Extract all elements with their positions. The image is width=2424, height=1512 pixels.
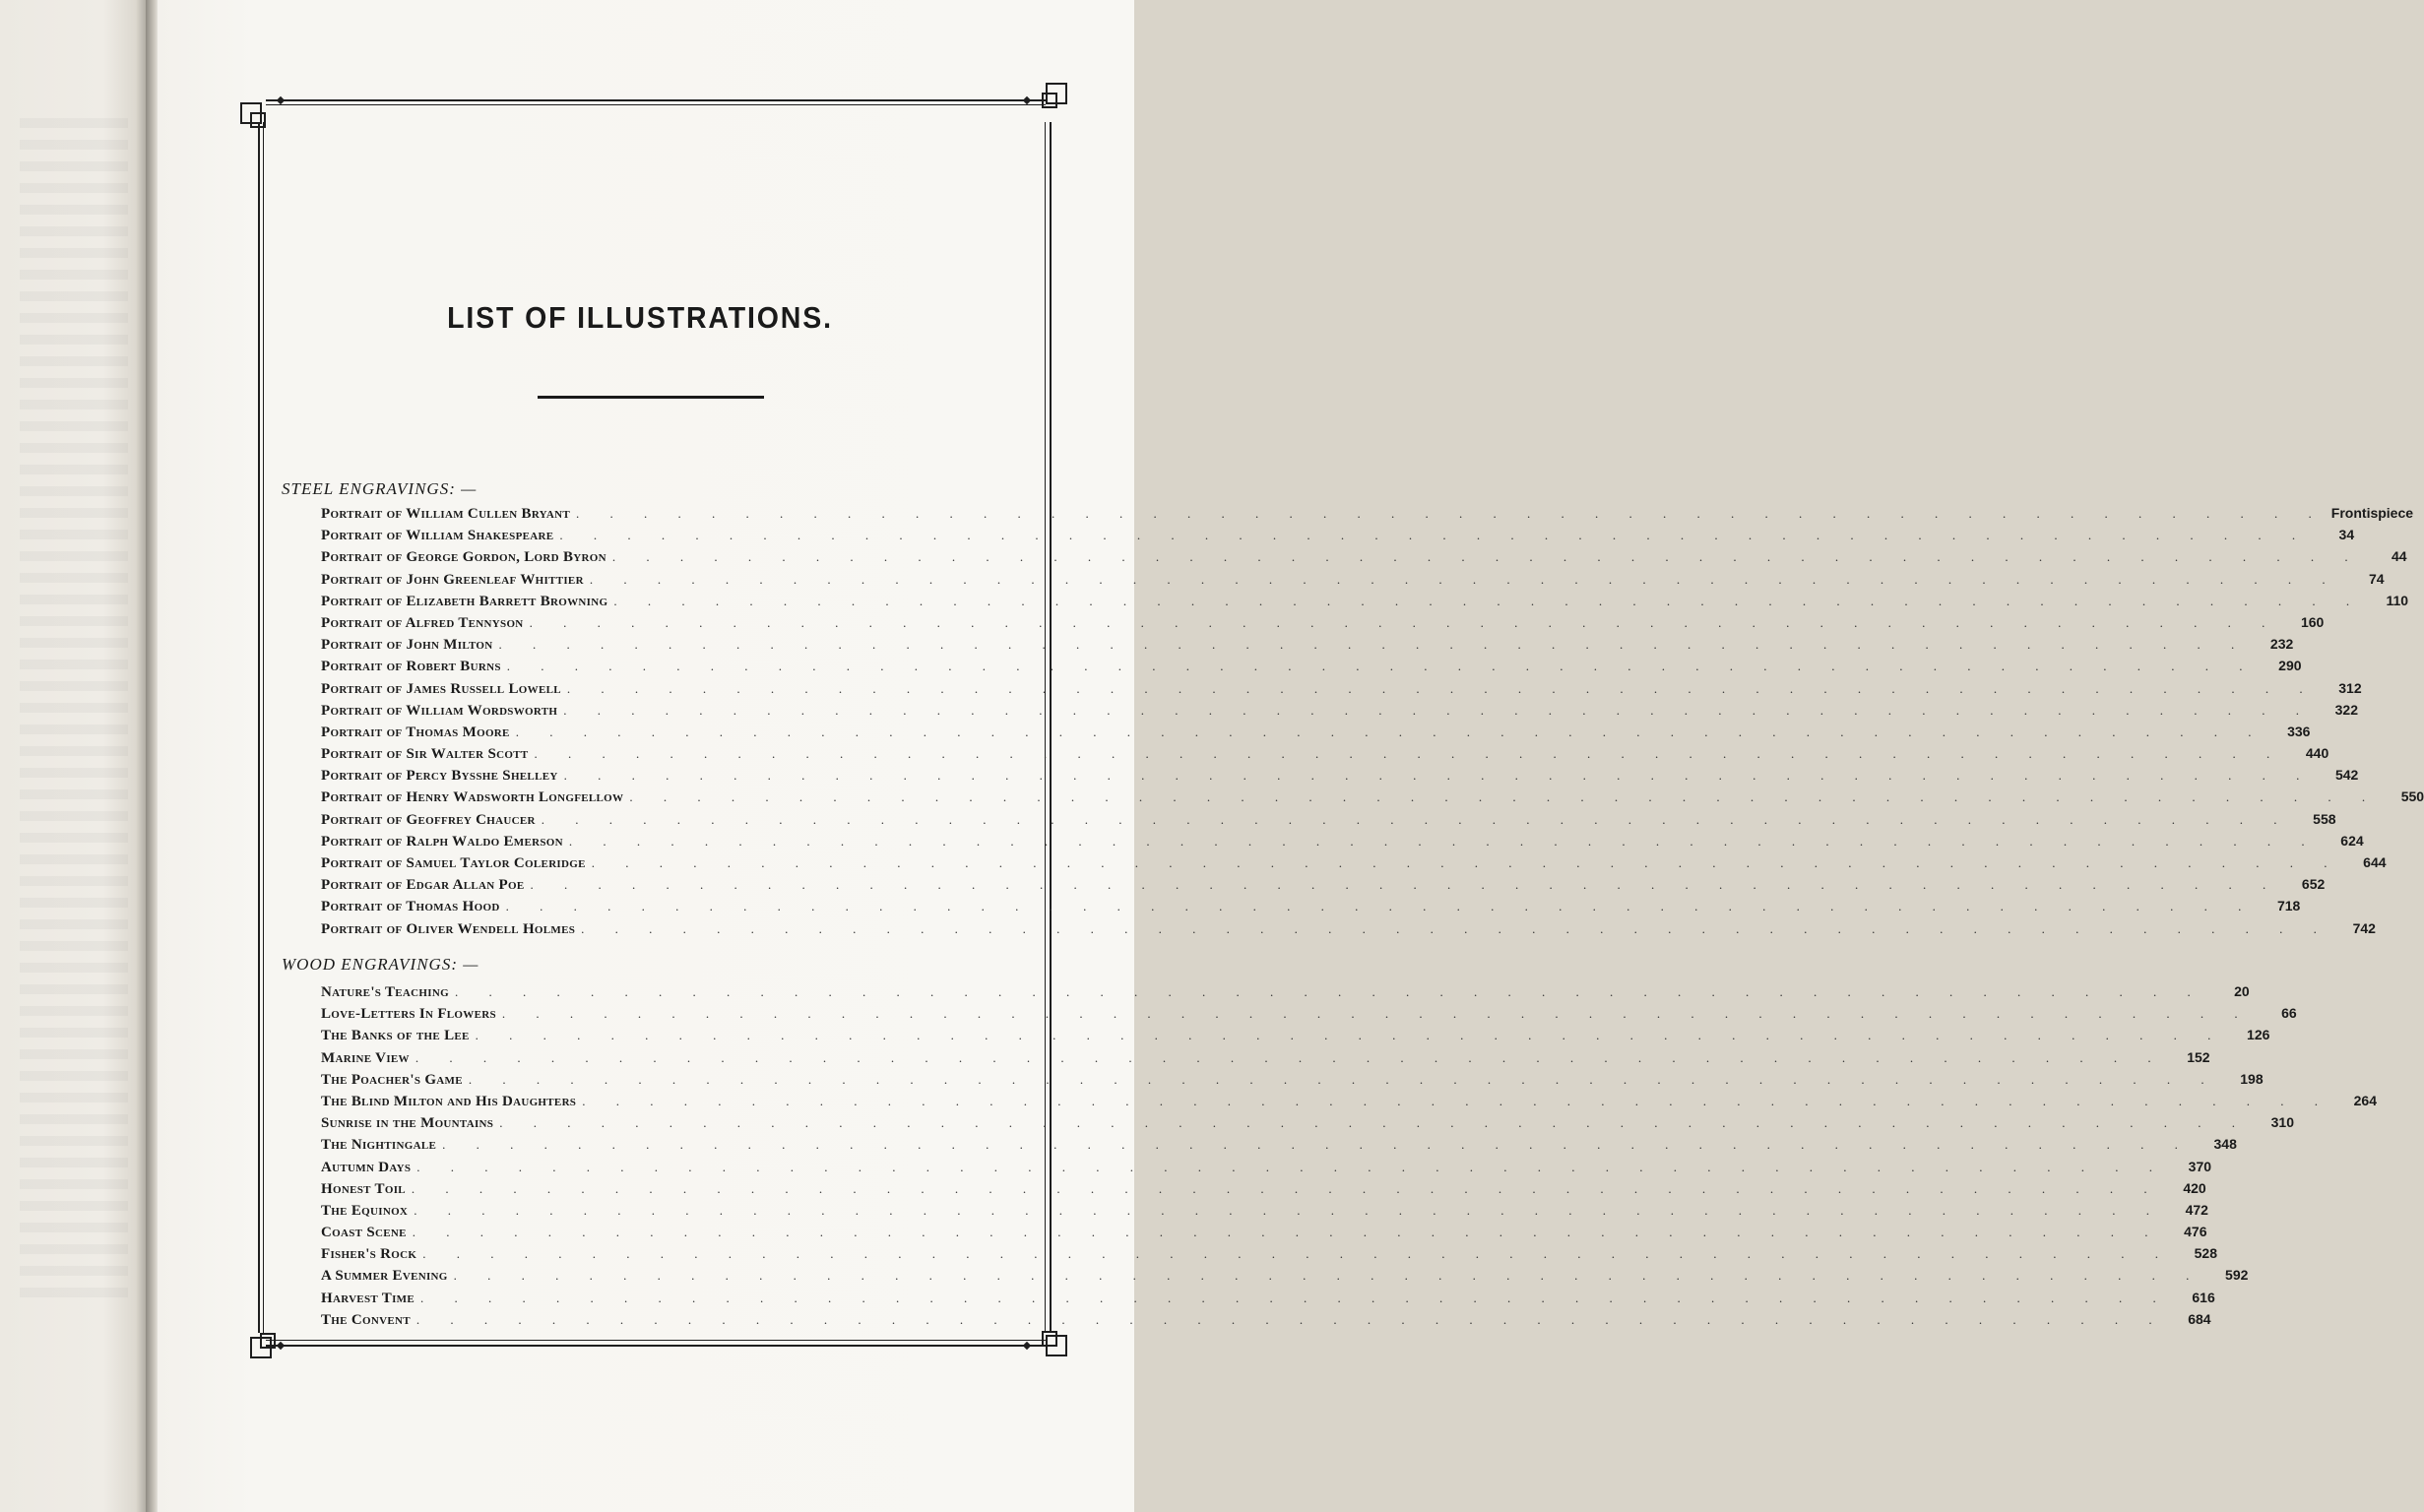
dot-leader: . . . . . . . . . . . . . . . . . . . . . . . . . . . . . . . . . . . . . . . . . . . . . . . . . . . . <box>453 1268 2203 1284</box>
steel-engravings-list <box>321 502 2424 939</box>
dot-leader: . . . . . . . . . . . . . . . . . . . . . . . . . . . . . . . . . . . . . . . . . . . . . . . . . . . . <box>498 637 2249 653</box>
list-item <box>321 786 2424 807</box>
page-number: 74 <box>2369 570 2385 587</box>
page-number: 20 <box>2234 983 2250 999</box>
page-number: 110 <box>2386 592 2409 608</box>
illustration-title: The Banks of the Lee <box>321 1028 470 1044</box>
list-item <box>321 742 2329 764</box>
wood-engravings-list <box>321 980 2377 1330</box>
list-item <box>321 1221 2207 1242</box>
page-number: 652 <box>2301 876 2326 893</box>
frame-corner-ornament <box>1046 83 1067 104</box>
list-item <box>321 895 2301 916</box>
page-number: 290 <box>2278 658 2302 674</box>
illustration-title: Fisher's Rock <box>321 1246 417 1263</box>
list-item <box>321 655 2302 676</box>
page-number: 34 <box>2338 527 2355 543</box>
illustration-title: Portrait of Ralph Waldo Emerson <box>321 833 563 850</box>
section-heading-steel: STEEL ENGRAVINGS: — <box>282 479 478 498</box>
list-item <box>321 1002 2297 1024</box>
list-item <box>321 1242 2217 1264</box>
frame-bottom <box>266 1345 1046 1347</box>
page-number: 592 <box>2225 1267 2249 1284</box>
frame-corner-ornament <box>1046 1335 1067 1356</box>
list-item <box>321 830 2364 851</box>
title-rule <box>538 396 764 399</box>
dot-leader: . . . . . . . . . . . . . . . . . . . . . . . . . . . . . . . . . . . . . . . . . . . . . . . . . . . . <box>506 659 2257 674</box>
illustration-title: Portrait of William Cullen Bryant <box>321 506 571 522</box>
list-item <box>321 545 2407 567</box>
dot-leader: . . . . . . . . . . . . . . . . . . . . . . . . . . . . . . . . . . . . . . . . . . . . . . . . . . . . <box>563 768 2314 784</box>
dot-leader: . . . . . . . . . . . . . . . . . . . . . . . . . . . . . . . . . . . . . . . . . . . . . . . . . . . . <box>515 724 2265 739</box>
list-item <box>321 1308 2211 1330</box>
section-heading-wood: WOOD ENGRAVINGS: — <box>282 955 479 974</box>
page-number: 624 <box>2340 832 2364 849</box>
page-number: 198 <box>2240 1070 2264 1087</box>
illustration-title: Love-Letters In Flowers <box>321 1006 496 1023</box>
illustration-title: The Blind Milton and His Daughters <box>321 1093 577 1109</box>
illustration-title: Portrait of Oliver Wendell Holmes <box>321 920 576 937</box>
dot-leader: . . . . . . . . . . . . . . . . . . . . . . . . . . . . . . . . . . . . . . . . . . . . . . . . . . . . <box>589 571 2339 587</box>
list-item <box>321 1090 2377 1111</box>
illustration-title: Portrait of Robert Burns <box>321 659 501 675</box>
dot-leader: . . . . . . . . . . . . . . . . . . . . . . . . . . . . . . . . . . . . . . . . . . . . . . . . . . . . <box>414 1202 2163 1218</box>
dot-leader: . . . . . . . . . . . . . . . . . . . . . . . . . . . . . . . . . . . . . . . . . . . . . . . . . . . . <box>415 1049 2165 1065</box>
frame-corner-ornament <box>240 102 262 124</box>
dot-leader: . . . . . . . . . . . . . . . . . . . . . . . . . . . . . . . . . . . . . . . . . . . . . . . . . . . . <box>529 614 2279 630</box>
frame-left <box>258 122 260 1333</box>
page-number: Frontispiece <box>2330 505 2414 521</box>
list-item <box>321 1024 2270 1045</box>
illustration-title: Portrait of Percy Bysshe Shelley <box>321 768 558 785</box>
page-number: 476 <box>2184 1224 2207 1240</box>
page-number: 310 <box>2270 1114 2294 1131</box>
page-number: 66 <box>2281 1005 2297 1022</box>
page-number: 644 <box>2363 854 2387 870</box>
dot-leader: . . . . . . . . . . . . . . . . . . . . . . . . . . . . . . . . . . . . . . . . . . . . . . . . . . . . <box>611 549 2362 565</box>
illustration-title: The Convent <box>321 1311 411 1328</box>
illustration-title: Autumn Days <box>321 1159 412 1175</box>
list-item <box>321 917 2376 939</box>
list-item <box>321 851 2387 873</box>
frame-top <box>266 99 1046 101</box>
page-number: 264 <box>2353 1092 2377 1108</box>
page-number: 348 <box>2213 1136 2237 1153</box>
page-number: 472 <box>2185 1201 2208 1218</box>
illustration-title: Harvest Time <box>321 1290 415 1306</box>
page-number: 322 <box>2334 701 2358 718</box>
dot-leader: . . . . . . . . . . . . . . . . . . . . . . . . . . . . . . . . . . . . . . . . . . . . . . . . . . . . <box>530 877 2280 893</box>
list-item <box>321 1199 2208 1221</box>
list-item <box>321 1111 2294 1133</box>
dot-leader: . . . . . . . . . . . . . . . . . . . . . . . . . . . . . . . . . . . . . . . . . . . . . . . . . . . . <box>541 811 2291 827</box>
page-number: 718 <box>2276 898 2301 914</box>
page-number: 542 <box>2334 767 2359 784</box>
frame-top-inner <box>266 104 1046 105</box>
dot-leader: . . . . . . . . . . . . . . . . . . . . . . . . . . . . . . . . . . . . . . . . . . . . . . . . . . . . <box>412 1225 2162 1240</box>
list-item <box>321 1156 2212 1177</box>
dot-leader: . . . . . . . . . . . . . . . . . . . . . . . . . . . . . . . . . . . . . . . . . . . . . . . . . . . . <box>422 1246 2172 1262</box>
illustration-title: Coast Scene <box>321 1225 407 1241</box>
page-title: LIST OF ILLUSTRATIONS. <box>447 300 833 335</box>
frame-bottom-inner <box>266 1340 1046 1341</box>
illustration-title: Portrait of John Milton <box>321 637 493 654</box>
illustration-title: Portrait of Sir Walter Scott <box>321 746 529 763</box>
list-item <box>321 502 2414 524</box>
list-item <box>321 980 2250 1002</box>
page-number: 152 <box>2187 1048 2210 1065</box>
illustration-title: Portrait of Henry Wadsworth Longfellow <box>321 789 624 806</box>
dot-leader: . . . . . . . . . . . . . . . . . . . . . . . . . . . . . . . . . . . . . . . . . . . . . . . . . . . . <box>411 1180 2161 1196</box>
page-number: 370 <box>2188 1158 2212 1174</box>
list-item <box>321 764 2359 786</box>
frame-corner-ornament <box>250 1337 272 1358</box>
dot-leader: . . . . . . . . . . . . . . . . . . . . . . . . . . . . . . . . . . . . . . . . . . . . . . . . . . . . <box>534 746 2284 762</box>
list-item <box>321 633 2294 655</box>
list-item <box>321 1287 2215 1308</box>
illustration-title: Sunrise in the Mountains <box>321 1115 494 1132</box>
illustration-title: Portrait of George Gordon, Lord Byron <box>321 549 606 566</box>
dot-leader: . . . . . . . . . . . . . . . . . . . . . . . . . . . . . . . . . . . . . . . . . . . . . . . . . . . . <box>415 1311 2166 1327</box>
list-item <box>321 1264 2249 1286</box>
page-number: 420 <box>2183 1179 2206 1196</box>
page-number: 528 <box>2194 1245 2217 1262</box>
illustration-title: The Poacher's Game <box>321 1071 463 1088</box>
list-item <box>321 590 2409 611</box>
dot-leader: . . . . . . . . . . . . . . . . . . . . . . . . . . . . . . . . . . . . . . . . . . . . . . . . . . . . <box>442 1137 2192 1153</box>
dot-leader: . . . . . . . . . . . . . . . . . . . . . . . . . . . . . . . . . . . . . . . . . . . . . . . . . . . . <box>563 702 2313 718</box>
dot-leader: . . . . . . . . . . . . . . . . . . . . . . . . . . . . . . . . . . . . . . . . . . . . . . . . . . . . <box>420 1290 2170 1305</box>
illustration-title: Portrait of Geoffrey Chaucer <box>321 811 536 828</box>
illustration-title: A Summer Evening <box>321 1268 448 1285</box>
frame-left-inner <box>263 122 264 1333</box>
dot-leader: . . . . . . . . . . . . . . . . . . . . . . . . . . . . . . . . . . . . . . . . . . . . . . . . . . . . <box>559 528 2310 543</box>
illustration-title: Portrait of Alfred Tennyson <box>321 614 524 631</box>
list-item <box>321 1046 2210 1068</box>
list-item <box>321 568 2385 590</box>
page-number: 312 <box>2338 679 2362 696</box>
illustration-title: The Equinox <box>321 1202 409 1219</box>
page-number: 742 <box>2352 919 2376 936</box>
list-item <box>321 699 2358 721</box>
list-item <box>321 1133 2237 1155</box>
illustration-title: The Nightingale <box>321 1137 437 1154</box>
illustration-title: Portrait of Samuel Taylor Coleridge <box>321 855 586 871</box>
illustration-title: Portrait of Thomas Moore <box>321 724 510 740</box>
dot-leader: . . . . . . . . . . . . . . . . . . . . . . . . . . . . . . . . . . . . . . . . . . . . . . . . . . . . <box>454 984 2204 999</box>
list-item <box>321 1177 2206 1199</box>
page-number: 550 <box>2400 788 2424 805</box>
dot-leader: . . . . . . . . . . . . . . . . . . . . . . . . . . . . . . . . . . . . . . . . . . . . . . . . . . . . <box>499 1115 2249 1131</box>
illustration-title: Portrait of William Shakespeare <box>321 528 554 544</box>
illustration-title: Portrait of John Greenleaf Whittier <box>321 571 584 588</box>
dot-leader: . . . . . . . . . . . . . . . . . . . . . . . . . . . . . . . . . . . . . . . . . . . . . . . . . . . . <box>475 1028 2225 1043</box>
list-item <box>321 524 2355 545</box>
illustration-title: Portrait of Edgar Allan Poe <box>321 877 525 894</box>
list-item <box>321 808 2336 830</box>
page-number: 232 <box>2269 636 2294 653</box>
page-number: 440 <box>2305 745 2329 762</box>
dot-leader: . . . . . . . . . . . . . . . . . . . . . . . . . . . . . . . . . . . . . . . . . . . . . . . . . . . . <box>613 593 2364 608</box>
page-number: 558 <box>2313 810 2336 827</box>
dot-leader: . . . . . . . . . . . . . . . . . . . . . . . . . . . . . . . . . . . . . . . . . . . . . . . . . . . . <box>501 1006 2252 1022</box>
dot-leader: . . . . . . . . . . . . . . . . . . . . . . . . . . . . . . . . . . . . . . . . . . . . . . . . . . . . <box>468 1071 2218 1087</box>
list-item <box>321 677 2362 699</box>
page-number: 684 <box>2188 1310 2211 1327</box>
dot-leader: . . . . . . . . . . . . . . . . . . . . . . . . . . . . . . . . . . . . . . . . . . . . . . . . . . . . <box>568 833 2319 849</box>
illustration-title: Portrait of Thomas Hood <box>321 899 500 915</box>
illustration-title: Portrait of James Russell Lowell <box>321 680 561 697</box>
illustration-title: Portrait of William Wordsworth <box>321 702 558 719</box>
page-number: 160 <box>2300 613 2325 630</box>
dot-leader: . . . . . . . . . . . . . . . . . . . . . . . . . . . . . . . . . . . . . . . . . . . . . . . . . . . . <box>582 1093 2331 1108</box>
illustration-title: Portrait of Elizabeth Barrett Browning <box>321 593 608 609</box>
list-item <box>321 873 2326 895</box>
page-number: 126 <box>2247 1027 2270 1043</box>
dot-leader: . . . . . . . . . . . . . . . . . . . . . . . . . . . . . . . . . . . . . . . . . . . . . . . . . . . . <box>505 899 2256 914</box>
list-item <box>321 721 2311 742</box>
dot-leader: . . . . . . . . . . . . . . . . . . . . . . . . . . . . . . . . . . . . . . . . . . . . . . . . . . . . <box>581 920 2330 936</box>
page-number: 616 <box>2192 1289 2215 1305</box>
list-item <box>321 1068 2264 1090</box>
left-page <box>0 0 148 1512</box>
dot-leader: . . . . . . . . . . . . . . . . . . . . . . . . . . . . . . . . . . . . . . . . . . . . . . . . . . . . <box>576 506 2326 521</box>
dot-leader: . . . . . . . . . . . . . . . . . . . . . . . . . . . . . . . . . . . . . . . . . . . . . . . . . . . . <box>416 1159 2167 1174</box>
illustration-title: Nature's Teaching <box>321 984 449 1000</box>
dot-leader: . . . . . . . . . . . . . . . . . . . . . . . . . . . . . . . . . . . . . . . . . . . . . . . . . . . . <box>629 789 2380 805</box>
page-number: 336 <box>2287 723 2311 739</box>
page-number: 44 <box>2392 548 2407 565</box>
dot-leader: . . . . . . . . . . . . . . . . . . . . . . . . . . . . . . . . . . . . . . . . . . . . . . . . . . . . <box>591 855 2341 870</box>
illustration-title: Honest Toil <box>321 1180 406 1197</box>
illustration-title: Marine View <box>321 1049 410 1066</box>
list-item <box>321 611 2325 633</box>
dot-leader: . . . . . . . . . . . . . . . . . . . . . . . . . . . . . . . . . . . . . . . . . . . . . . . . . . . . <box>566 680 2317 696</box>
